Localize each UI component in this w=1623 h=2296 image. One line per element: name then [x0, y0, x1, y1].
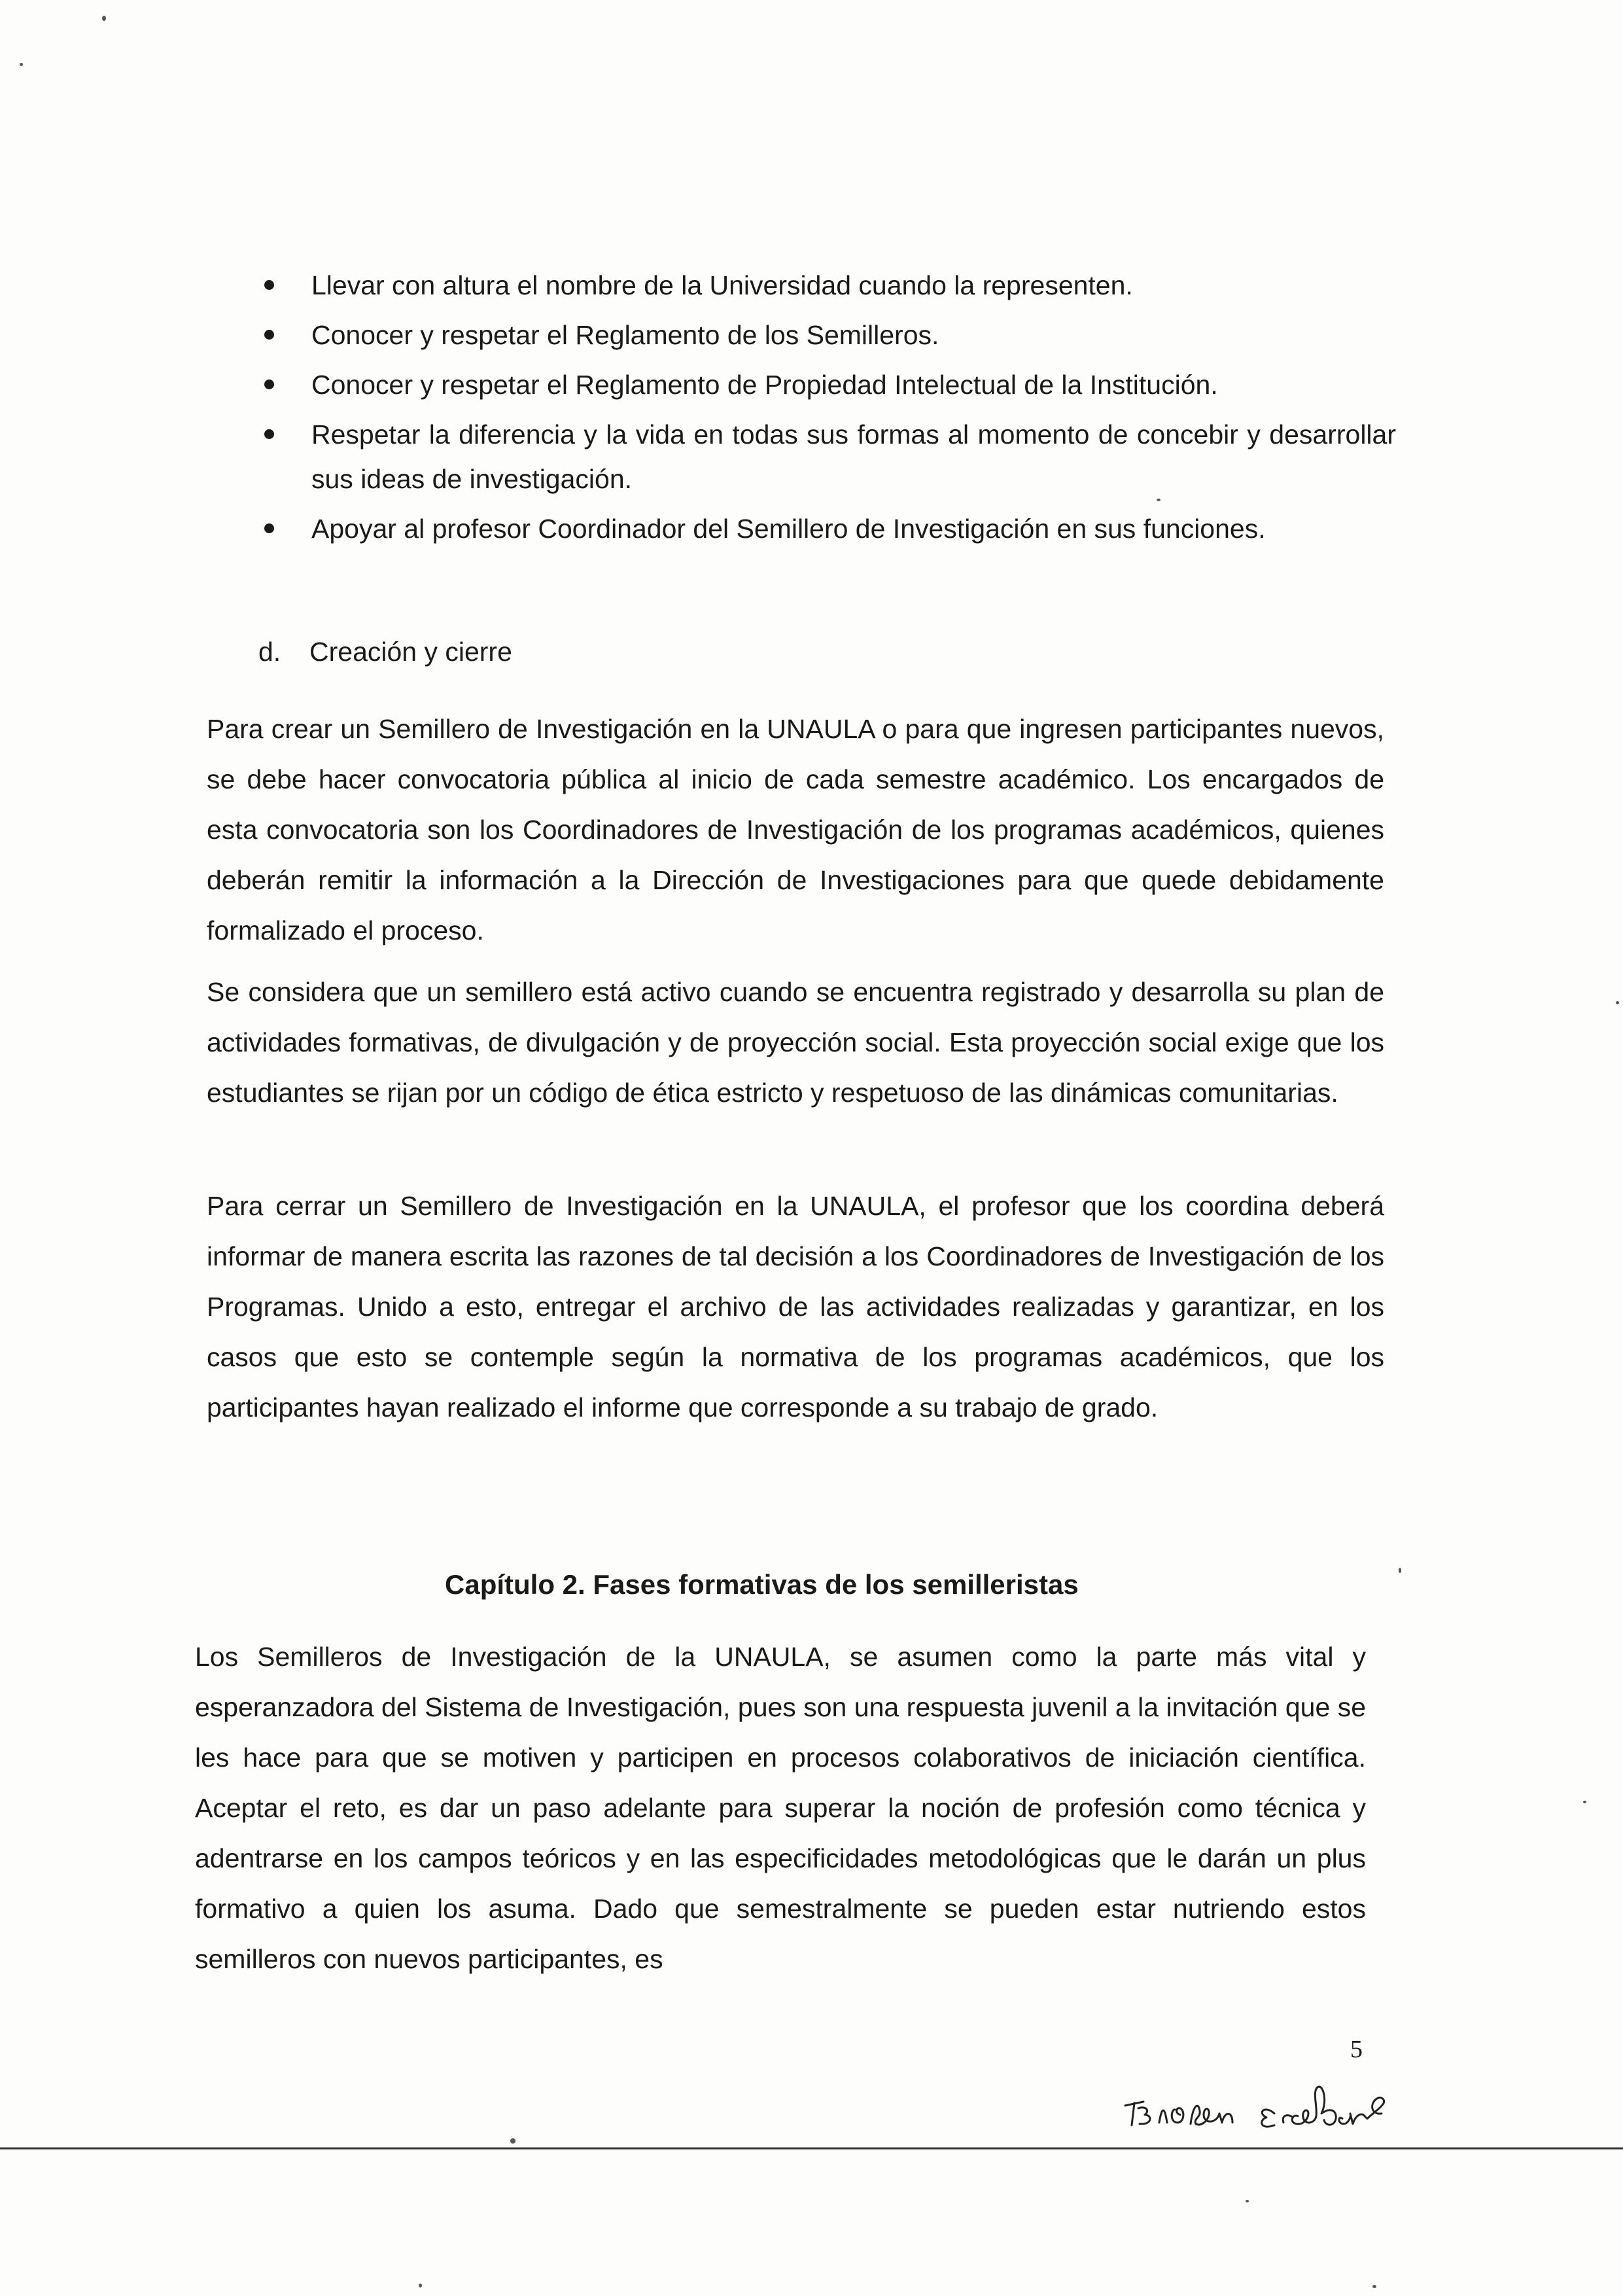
scan-speck: [1246, 2200, 1249, 2202]
chapter-paragraph: Los Semilleros de Investigación de la UNAULA, se asumen como la parte más vital y esperanzadora del Sistema de Investigación, pues son una respuesta juvenil a la invitación que se les hace para que se motiven y participen en procesos colaborativos de iniciación científica. Aceptar el reto, es dar un paso adelante para superar la noción de profesión como técnica y adentrarse en los campos teóricos y en las especificidades metodológicas que le darán un plus formativo a quien los asuma. Dado que semestralmente se pueden estar nutriendo estos semilleros con nuevos participantes, es: [195, 1642, 1366, 1974]
bullet-dot-icon: [264, 380, 274, 389]
obligations-bullet-list: [264, 263, 1396, 556]
scan-speck: [1157, 499, 1161, 501]
bullet-dot-icon: [264, 429, 274, 439]
scan-speck: [419, 2284, 422, 2287]
scan-speck: [1583, 1801, 1586, 1803]
section-title: Creación y cierre: [309, 637, 512, 667]
scan-speck: [1372, 2285, 1376, 2288]
footer-divider: [0, 2147, 1623, 2149]
paragraph-active: Se considera que un semillero está activo cuando se encuentra registrado y desarrolla su plan de actividades formativas, de divulgación y de proyección social. Esta proyección social exige que los estudiantes se rijan por un código de ética estricto y respetuoso de las dinámicas comunitarias.: [207, 977, 1384, 1108]
bullet-item: [264, 313, 1396, 357]
scan-speck: [20, 63, 23, 66]
bullet-item: [264, 506, 1396, 551]
bullet-dot-icon: [264, 330, 274, 340]
bullet-item: [264, 412, 1396, 501]
bullet-text: Respetar la diferencia y la vida en todas sus formas al momento de concebir y desarrollar sus ideas de investigación.: [311, 419, 1396, 494]
bullet-text: Conocer y respetar el Reglamento de Propiedad Intelectual de la Institución.: [311, 370, 1218, 400]
bullet-dot-icon: [264, 280, 274, 290]
page-number: 5: [1350, 2036, 1363, 2063]
scan-speck: [1399, 1568, 1401, 1573]
handwritten-signature: [1112, 2068, 1478, 2140]
bullet-item: [264, 263, 1396, 308]
section-heading: [258, 632, 512, 671]
bullet-text: Llevar con altura el nombre de la Universidad cuando la representen.: [311, 270, 1133, 300]
section-letter: d.: [258, 637, 281, 667]
bullet-text: Apoyar al profesor Coordinador del Semillero de Investigación en sus funciones.: [311, 514, 1266, 544]
scan-speck: [102, 16, 106, 21]
bullet-item: [264, 362, 1396, 407]
chapter-title: Capítulo 2. Fases formativas de los semilleristas: [445, 1569, 1079, 1600]
bullet-dot-icon: [264, 523, 274, 533]
bullet-text: Conocer y respetar el Reglamento de los Semilleros.: [311, 320, 939, 350]
paragraph-creation: Para crear un Semillero de Investigación en la UNAULA o para que ingresen participantes nuevos, se debe hacer convocatoria pública al inicio de cada semestre académico. Los encargados de esta convocatoria son los Coordinadores de Investigación de los programas académicos, quienes deberán remitir la información a la Dirección de Investigaciones para que quede debidamente formalizado el proceso.: [207, 714, 1384, 945]
scan-speck: [1616, 1001, 1619, 1004]
paragraph-closing: Para cerrar un Semillero de Investigación en la UNAULA, el profesor que los coordina deberá informar de manera escrita las razones de tal decisión a los Coordinadores de Investigación de los Programas. Unido a esto, entregar el archivo de las actividades realizadas y garantizar, en los casos que esto se contemple según la normativa de los programas académicos, que los participantes hayan realizado el informe que corresponde a su trabajo de grado.: [207, 1191, 1384, 1422]
scan-speck: [510, 2138, 515, 2144]
